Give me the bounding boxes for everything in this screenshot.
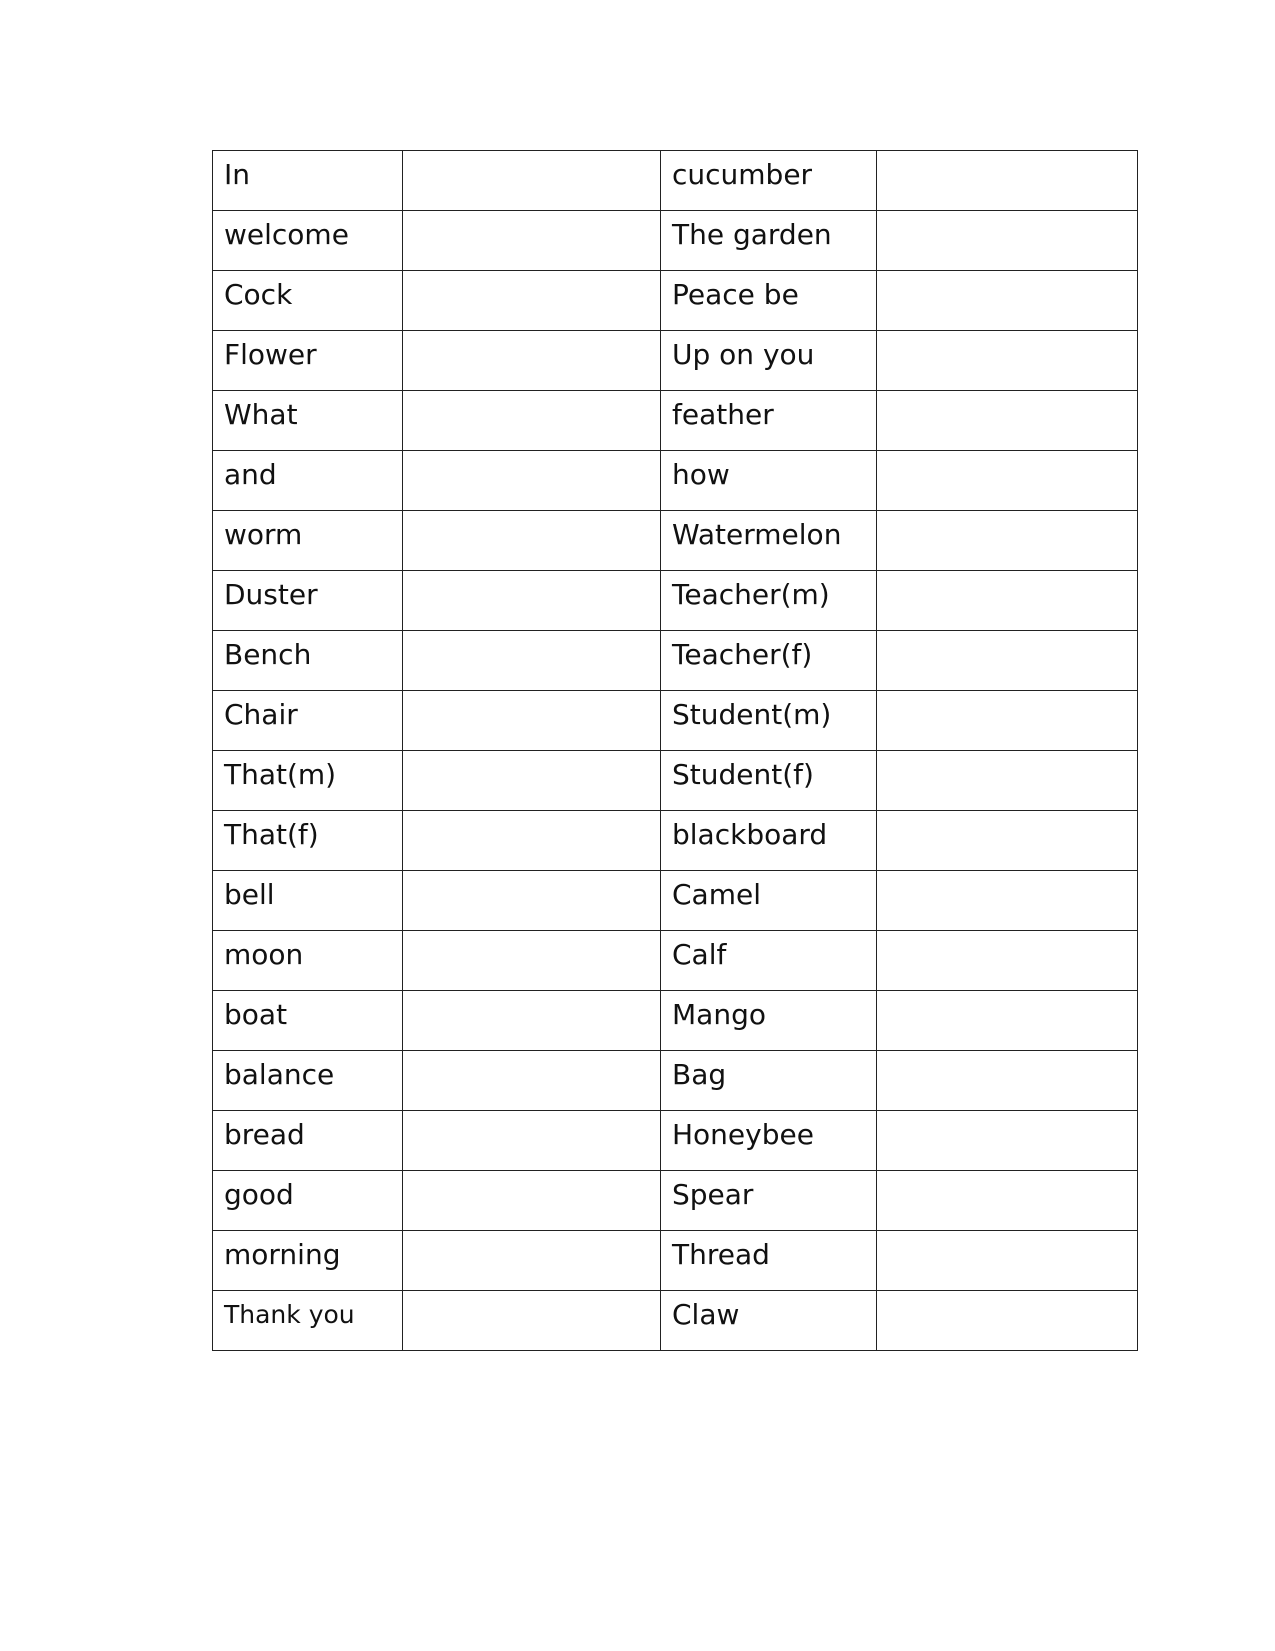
right-answer-cell[interactable] (877, 1111, 1138, 1171)
left-answer-cell[interactable] (403, 1291, 661, 1351)
table-row (213, 271, 1138, 331)
right-word-cell: blackboard (661, 811, 877, 871)
table-row (213, 751, 1138, 811)
right-answer-cell[interactable] (877, 1231, 1138, 1291)
right-answer-cell[interactable] (877, 1051, 1138, 1111)
right-word-cell: Honeybee (661, 1111, 877, 1171)
left-word-cell: bread (213, 1111, 403, 1171)
left-answer-cell[interactable] (403, 211, 661, 271)
left-answer-cell[interactable] (403, 271, 661, 331)
right-answer-cell[interactable] (877, 331, 1138, 391)
table-row (213, 811, 1138, 871)
table-row (213, 1231, 1138, 1291)
table-row (213, 451, 1138, 511)
left-answer-cell[interactable] (403, 691, 661, 751)
table-row (213, 1291, 1138, 1351)
left-answer-cell[interactable] (403, 931, 661, 991)
right-answer-cell[interactable] (877, 211, 1138, 271)
right-word-cell: Mango (661, 991, 877, 1051)
left-answer-cell[interactable] (403, 1171, 661, 1231)
right-answer-cell[interactable] (877, 931, 1138, 991)
left-answer-cell[interactable] (403, 751, 661, 811)
left-word-cell: Duster (213, 571, 403, 631)
right-answer-cell[interactable] (877, 991, 1138, 1051)
table-row (213, 391, 1138, 451)
right-word-cell: Spear (661, 1171, 877, 1231)
right-answer-cell[interactable] (877, 871, 1138, 931)
left-answer-cell[interactable] (403, 151, 661, 211)
table-row (213, 1171, 1138, 1231)
table-row (213, 871, 1138, 931)
left-word-cell: Chair (213, 691, 403, 751)
right-word-cell: Student(m) (661, 691, 877, 751)
right-word-cell: Thread (661, 1231, 877, 1291)
right-word-cell: Teacher(f) (661, 631, 877, 691)
right-word-cell: cucumber (661, 151, 877, 211)
left-answer-cell[interactable] (403, 631, 661, 691)
table-row (213, 691, 1138, 751)
right-answer-cell[interactable] (877, 271, 1138, 331)
right-answer-cell[interactable] (877, 751, 1138, 811)
left-word-cell: Flower (213, 331, 403, 391)
table-row (213, 1111, 1138, 1171)
left-word-cell: morning (213, 1231, 403, 1291)
left-word-cell: worm (213, 511, 403, 571)
table-row (213, 211, 1138, 271)
left-word-cell: That(m) (213, 751, 403, 811)
right-word-cell: Watermelon (661, 511, 877, 571)
left-answer-cell[interactable] (403, 571, 661, 631)
left-answer-cell[interactable] (403, 811, 661, 871)
left-word-cell: bell (213, 871, 403, 931)
left-word-cell: Bench (213, 631, 403, 691)
vocabulary-table-body (213, 151, 1138, 1351)
right-answer-cell[interactable] (877, 451, 1138, 511)
right-word-cell: The garden (661, 211, 877, 271)
left-answer-cell[interactable] (403, 991, 661, 1051)
left-answer-cell[interactable] (403, 871, 661, 931)
right-answer-cell[interactable] (877, 691, 1138, 751)
right-word-cell: Student(f) (661, 751, 877, 811)
right-word-cell: Calf (661, 931, 877, 991)
table-row (213, 151, 1138, 211)
left-answer-cell[interactable] (403, 511, 661, 571)
left-word-cell: moon (213, 931, 403, 991)
left-answer-cell[interactable] (403, 331, 661, 391)
left-answer-cell[interactable] (403, 391, 661, 451)
left-word-cell: good (213, 1171, 403, 1231)
right-word-cell: feather (661, 391, 877, 451)
right-answer-cell[interactable] (877, 571, 1138, 631)
right-answer-cell[interactable] (877, 511, 1138, 571)
left-word-cell: welcome (213, 211, 403, 271)
table-row (213, 991, 1138, 1051)
left-word-cell: and (213, 451, 403, 511)
table-row (213, 571, 1138, 631)
table-row (213, 631, 1138, 691)
right-answer-cell[interactable] (877, 631, 1138, 691)
table-row (213, 1051, 1138, 1111)
right-answer-cell[interactable] (877, 811, 1138, 871)
left-answer-cell[interactable] (403, 1111, 661, 1171)
left-answer-cell[interactable] (403, 1051, 661, 1111)
left-word-cell: Cock (213, 271, 403, 331)
left-word-cell: In (213, 151, 403, 211)
right-word-cell: Camel (661, 871, 877, 931)
right-word-cell: Teacher(m) (661, 571, 877, 631)
right-answer-cell[interactable] (877, 1291, 1138, 1351)
left-word-cell: That(f) (213, 811, 403, 871)
right-word-cell: how (661, 451, 877, 511)
right-answer-cell[interactable] (877, 1171, 1138, 1231)
right-word-cell: Bag (661, 1051, 877, 1111)
left-word-cell: boat (213, 991, 403, 1051)
vocabulary-table (212, 150, 1138, 1351)
table-row (213, 511, 1138, 571)
left-word-cell: Thank you (213, 1291, 403, 1351)
left-answer-cell[interactable] (403, 1231, 661, 1291)
right-word-cell: Peace be (661, 271, 877, 331)
right-word-cell: Up on you (661, 331, 877, 391)
table-row (213, 931, 1138, 991)
table-row (213, 331, 1138, 391)
right-answer-cell[interactable] (877, 391, 1138, 451)
left-word-cell: balance (213, 1051, 403, 1111)
left-word-cell: What (213, 391, 403, 451)
right-answer-cell[interactable] (877, 151, 1138, 211)
left-answer-cell[interactable] (403, 451, 661, 511)
right-word-cell: Claw (661, 1291, 877, 1351)
